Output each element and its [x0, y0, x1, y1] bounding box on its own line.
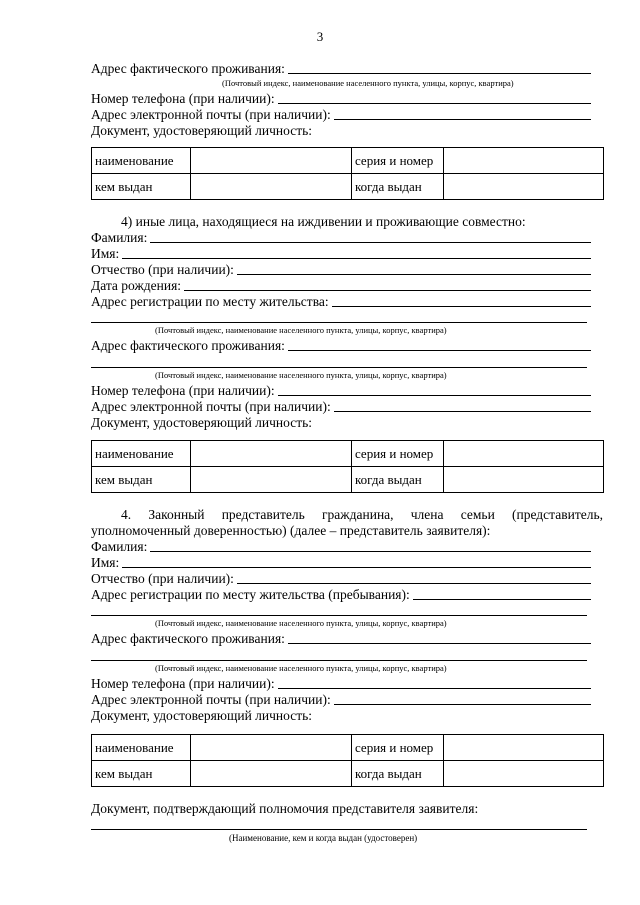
- id-document-table: [91, 440, 604, 493]
- phone-field[interactable]: [91, 383, 591, 399]
- doc-issued-by-input[interactable]: [191, 467, 352, 493]
- patronymic-field[interactable]: [91, 262, 591, 278]
- actual-address-label: Адрес фактического проживания:: [91, 61, 285, 76]
- phone-label: Номер телефона (при наличии):: [91, 676, 275, 691]
- actual-address-label: Адрес фактического проживания:: [91, 338, 285, 353]
- doc-series-label: серия и номер: [352, 441, 444, 467]
- email-label: Адрес электронной почты (при наличии):: [91, 107, 331, 122]
- birth-date-field[interactable]: [91, 278, 591, 294]
- representative-authority-doc-label: Документ, подтверждающий полномочия представителя заявителя:: [91, 801, 479, 816]
- doc-name-input[interactable]: [191, 441, 352, 467]
- doc-series-label: серия и номер: [352, 148, 444, 174]
- address-hint: (Почтовый индекс, наименование населенного пункта, улицы, корпус, квартира): [155, 663, 447, 673]
- patronymic-label: Отчество (при наличии):: [91, 571, 234, 586]
- doc-issued-by-label: кем выдан: [92, 761, 191, 787]
- doc-issued-when-label: когда выдан: [352, 467, 444, 493]
- email-label: Адрес электронной почты (при наличии):: [91, 692, 331, 707]
- doc-issued-when-input[interactable]: [444, 467, 604, 493]
- doc-name-input[interactable]: [191, 735, 352, 761]
- doc-series-input[interactable]: [444, 441, 604, 467]
- doc-issued-when-input[interactable]: [444, 174, 604, 200]
- id-document-label: Документ, удостоверяющий личность:: [91, 708, 313, 723]
- phone-label: Номер телефона (при наличии):: [91, 91, 275, 106]
- phone-field[interactable]: [91, 91, 591, 107]
- email-field[interactable]: [91, 692, 591, 708]
- id-document-label: Документ, удостоверяющий личность:: [91, 415, 313, 430]
- doc-issued-when-label: когда выдан: [352, 174, 444, 200]
- email-field[interactable]: [91, 107, 591, 123]
- section-representative-heading-cont: уполномоченный доверенностью) (далее – представитель заявителя):: [91, 523, 491, 538]
- birth-date-label: Дата рождения:: [91, 278, 182, 293]
- phone-label: Номер телефона (при наличии):: [91, 383, 275, 398]
- address-hint: (Почтовый индекс, наименование населенного пункта, улицы, корпус, квартира): [155, 370, 447, 380]
- actual-address-field[interactable]: [91, 61, 591, 77]
- doc-issued-by-input[interactable]: [191, 761, 352, 787]
- address-hint: (Почтовый индекс, наименование населенного пункта, улицы, корпус, квартира): [155, 325, 447, 335]
- reg-address-field[interactable]: [91, 294, 591, 310]
- doc-series-input[interactable]: [444, 148, 604, 174]
- authority-doc-line[interactable]: [91, 829, 587, 830]
- reg-address-label: Адрес регистрации по месту жительства:: [91, 294, 329, 309]
- name-label: Имя:: [91, 246, 120, 261]
- surname-label: Фамилия:: [91, 230, 148, 245]
- phone-field[interactable]: [91, 676, 591, 692]
- document-hint: (Наименование, кем и когда выдан (удостоверен): [229, 833, 418, 843]
- doc-name-label: наименование: [92, 735, 191, 761]
- doc-issued-by-label: кем выдан: [92, 467, 191, 493]
- doc-series-label: серия и номер: [352, 735, 444, 761]
- reg-address-line[interactable]: [91, 322, 587, 323]
- id-document-table: [91, 734, 604, 787]
- actual-address-field[interactable]: [91, 338, 591, 354]
- doc-name-label: наименование: [92, 148, 191, 174]
- id-document-label: Документ, удостоверяющий личность:: [91, 123, 313, 138]
- reg-address-stay-field[interactable]: [91, 587, 591, 603]
- surname-field[interactable]: [91, 539, 591, 555]
- address-hint: (Почтовый индекс, наименование населенного пункта, улицы, корпус, квартира): [222, 78, 514, 88]
- surname-field[interactable]: [91, 230, 591, 246]
- name-label: Имя:: [91, 555, 120, 570]
- doc-issued-when-input[interactable]: [444, 761, 604, 787]
- surname-label: Фамилия:: [91, 539, 148, 554]
- reg-address-line[interactable]: [91, 615, 587, 616]
- doc-issued-when-label: когда выдан: [352, 761, 444, 787]
- email-field[interactable]: [91, 399, 591, 415]
- id-document-table: [91, 147, 604, 200]
- address-hint: (Почтовый индекс, наименование населенного пункта, улицы, корпус, квартира): [155, 618, 447, 628]
- doc-issued-by-input[interactable]: [191, 174, 352, 200]
- reg-address-stay-label: Адрес регистрации по месту жительства (пребывания):: [91, 587, 410, 602]
- doc-name-input[interactable]: [191, 148, 352, 174]
- section-representative-heading: 4. Законный представитель гражданина, члена семьи (представитель,: [121, 507, 603, 522]
- actual-address-line[interactable]: [91, 660, 587, 661]
- name-field[interactable]: [91, 555, 591, 571]
- email-label: Адрес электронной почты (при наличии):: [91, 399, 331, 414]
- actual-address-label: Адрес фактического проживания:: [91, 631, 285, 646]
- actual-address-field[interactable]: [91, 631, 591, 647]
- patronymic-field[interactable]: [91, 571, 591, 587]
- section-other-persons: 4) иные лица, находящиеся на иждивении и проживающие совместно:: [121, 214, 526, 229]
- patronymic-label: Отчество (при наличии):: [91, 262, 234, 277]
- doc-series-input[interactable]: [444, 735, 604, 761]
- page-number: 3: [316, 29, 324, 44]
- actual-address-line[interactable]: [91, 367, 587, 368]
- name-field[interactable]: [91, 246, 591, 262]
- doc-name-label: наименование: [92, 441, 191, 467]
- doc-issued-by-label: кем выдан: [92, 174, 191, 200]
